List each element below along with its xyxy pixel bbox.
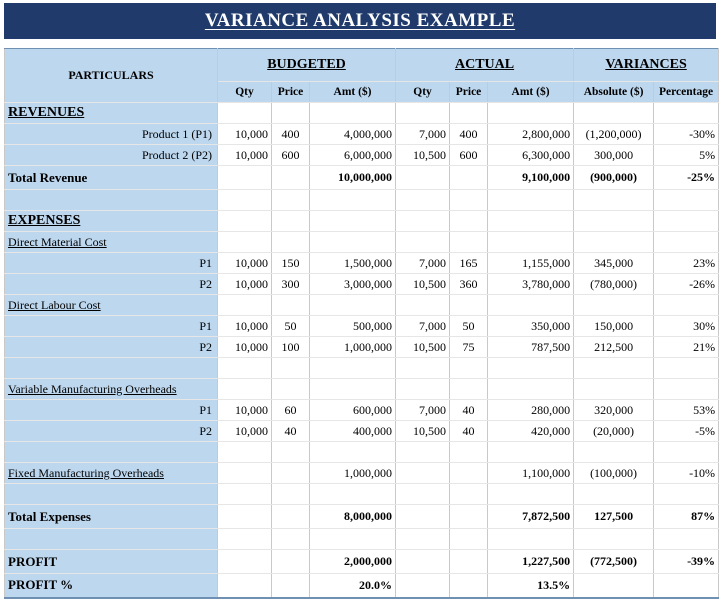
cell-actual-amt xyxy=(488,232,574,253)
cell-actual-price: 50 xyxy=(450,316,488,337)
cell-variance-percentage: 23% xyxy=(654,253,719,274)
cell-budgeted-amt xyxy=(310,232,396,253)
cell-budgeted-qty: 10,000 xyxy=(218,421,272,442)
cell-budgeted-amt xyxy=(310,190,396,211)
cell-variance-percentage xyxy=(654,295,719,316)
cell-budgeted-qty: 10,000 xyxy=(218,274,272,295)
cell-budgeted-qty xyxy=(218,232,272,253)
cell-actual-amt xyxy=(488,379,574,400)
cell-budgeted-amt xyxy=(310,484,396,505)
header-actual-price: Price xyxy=(450,82,488,103)
cell-budgeted-price: 40 xyxy=(272,421,310,442)
row-label xyxy=(5,145,218,166)
cell-actual-qty xyxy=(396,295,450,316)
cell-budgeted-amt: 3,000,000 xyxy=(310,274,396,295)
cell-budgeted-price xyxy=(272,442,310,463)
cell-actual-qty xyxy=(396,166,450,190)
cell-variance-percentage: -5% xyxy=(654,421,719,442)
cell-budgeted-amt: 2,000,000 xyxy=(310,550,396,574)
cell-actual-amt xyxy=(488,484,574,505)
row-label-text: Variable Manufacturing Overheads xyxy=(8,381,177,396)
row-label xyxy=(5,550,218,574)
cell-actual-qty xyxy=(396,232,450,253)
cell-actual-amt xyxy=(488,529,574,550)
row-label xyxy=(5,442,218,463)
table-row xyxy=(5,442,719,463)
cell-actual-qty xyxy=(396,463,450,484)
cell-budgeted-amt: 6,000,000 xyxy=(310,145,396,166)
row-label xyxy=(5,358,218,379)
table-row xyxy=(5,166,719,190)
cell-variance-percentage: 5% xyxy=(654,145,719,166)
cell-variance-percentage: -39% xyxy=(654,550,719,574)
table-row xyxy=(5,316,719,337)
header-absolute: Absolute ($) xyxy=(574,82,654,103)
cell-budgeted-amt: 400,000 xyxy=(310,421,396,442)
cell-budgeted-qty xyxy=(218,529,272,550)
cell-budgeted-qty xyxy=(218,358,272,379)
cell-budgeted-price xyxy=(272,379,310,400)
cell-actual-qty xyxy=(396,211,450,232)
cell-variance-absolute: 320,000 xyxy=(574,400,654,421)
table-row xyxy=(5,484,719,505)
table-row xyxy=(5,505,719,529)
cell-variance-percentage xyxy=(654,442,719,463)
cell-variance-absolute: 127,500 xyxy=(574,505,654,529)
cell-budgeted-price: 150 xyxy=(272,253,310,274)
row-label xyxy=(5,124,218,145)
table-row xyxy=(5,463,719,484)
cell-budgeted-amt xyxy=(310,358,396,379)
row-label xyxy=(5,484,218,505)
cell-budgeted-price xyxy=(272,103,310,124)
row-label xyxy=(5,253,218,274)
cell-variance-percentage xyxy=(654,484,719,505)
cell-budgeted-qty: 10,000 xyxy=(218,400,272,421)
row-label-text: PROFIT % xyxy=(8,577,74,593)
table-row xyxy=(5,124,719,145)
cell-budgeted-qty: 10,000 xyxy=(218,316,272,337)
row-label-text: Total Revenue xyxy=(8,169,88,185)
cell-variance-percentage xyxy=(654,379,719,400)
cell-variance-absolute: (1,200,000) xyxy=(574,124,654,145)
title-bar xyxy=(0,0,720,42)
header-actual: ACTUAL xyxy=(396,49,574,82)
row-label xyxy=(5,505,218,529)
cell-budgeted-amt: 10,000,000 xyxy=(310,166,396,190)
row-label xyxy=(5,316,218,337)
cell-variance-percentage: 87% xyxy=(654,505,719,529)
cell-actual-amt: 2,800,000 xyxy=(488,124,574,145)
cell-budgeted-amt: 8,000,000 xyxy=(310,505,396,529)
cell-variance-absolute xyxy=(574,190,654,211)
cell-actual-amt: 1,100,000 xyxy=(488,463,574,484)
cell-variance-absolute xyxy=(574,103,654,124)
cell-budgeted-amt: 600,000 xyxy=(310,400,396,421)
cell-budgeted-price xyxy=(272,190,310,211)
row-label-text: Fixed Manufacturing Overheads xyxy=(8,465,164,480)
table-row xyxy=(5,574,719,598)
cell-actual-amt xyxy=(488,211,574,232)
cell-actual-price xyxy=(450,574,488,598)
cell-variance-absolute: 212,500 xyxy=(574,337,654,358)
cell-variance-absolute xyxy=(574,529,654,550)
cell-actual-price xyxy=(450,232,488,253)
cell-actual-amt: 1,155,000 xyxy=(488,253,574,274)
cell-budgeted-amt: 20.0% xyxy=(310,574,396,598)
cell-actual-qty xyxy=(396,103,450,124)
cell-budgeted-price xyxy=(272,550,310,574)
table-row xyxy=(5,295,719,316)
cell-actual-amt: 420,000 xyxy=(488,421,574,442)
table-row xyxy=(5,103,719,124)
cell-actual-price: 75 xyxy=(450,337,488,358)
cell-actual-price xyxy=(450,505,488,529)
cell-variance-percentage xyxy=(654,529,719,550)
row-label xyxy=(5,232,218,253)
cell-budgeted-price xyxy=(272,463,310,484)
cell-actual-price xyxy=(450,190,488,211)
row-label xyxy=(5,166,218,190)
row-label xyxy=(5,463,218,484)
cell-actual-price xyxy=(450,295,488,316)
cell-budgeted-amt: 500,000 xyxy=(310,316,396,337)
row-label xyxy=(5,529,218,550)
cell-actual-price xyxy=(450,358,488,379)
cell-actual-price xyxy=(450,550,488,574)
cell-variance-percentage xyxy=(654,190,719,211)
cell-budgeted-price: 60 xyxy=(272,400,310,421)
row-label xyxy=(5,400,218,421)
cell-actual-price: 600 xyxy=(450,145,488,166)
table-row xyxy=(5,421,719,442)
cell-variance-percentage xyxy=(654,574,719,598)
cell-budgeted-amt: 4,000,000 xyxy=(310,124,396,145)
cell-actual-amt: 787,500 xyxy=(488,337,574,358)
cell-budgeted-price: 600 xyxy=(272,145,310,166)
row-label-text: Direct Labour Cost xyxy=(8,297,101,312)
cell-actual-price xyxy=(450,211,488,232)
cell-variance-percentage xyxy=(654,103,719,124)
cell-variance-absolute xyxy=(574,574,654,598)
cell-variance-absolute: (772,500) xyxy=(574,550,654,574)
cell-budgeted-price xyxy=(272,166,310,190)
table-row xyxy=(5,232,719,253)
cell-actual-amt: 13.5% xyxy=(488,574,574,598)
cell-actual-qty xyxy=(396,550,450,574)
cell-variance-percentage xyxy=(654,358,719,379)
cell-budgeted-qty xyxy=(218,379,272,400)
cell-budgeted-qty: 10,000 xyxy=(218,145,272,166)
cell-variance-percentage: 21% xyxy=(654,337,719,358)
cell-actual-price: 40 xyxy=(450,421,488,442)
cell-budgeted-price xyxy=(272,574,310,598)
cell-actual-price xyxy=(450,103,488,124)
row-label xyxy=(5,574,218,598)
cell-budgeted-qty xyxy=(218,190,272,211)
row-label-text: P2 xyxy=(199,339,212,354)
row-label xyxy=(5,274,218,295)
cell-budgeted-qty xyxy=(218,295,272,316)
cell-actual-amt: 280,000 xyxy=(488,400,574,421)
cell-actual-qty xyxy=(396,379,450,400)
cell-budgeted-amt: 1,500,000 xyxy=(310,253,396,274)
cell-budgeted-price xyxy=(272,232,310,253)
cell-budgeted-qty xyxy=(218,574,272,598)
table-row xyxy=(5,550,719,574)
row-label-text: P1 xyxy=(199,402,212,417)
cell-actual-qty: 7,000 xyxy=(396,400,450,421)
cell-actual-price xyxy=(450,379,488,400)
header-budgeted-amt: Amt ($) xyxy=(310,82,396,103)
cell-actual-qty xyxy=(396,358,450,379)
cell-variance-percentage: -25% xyxy=(654,166,719,190)
row-label xyxy=(5,295,218,316)
cell-budgeted-price: 300 xyxy=(272,274,310,295)
cell-variance-absolute: 345,000 xyxy=(574,253,654,274)
cell-budgeted-qty xyxy=(218,166,272,190)
cell-budgeted-qty xyxy=(218,463,272,484)
cell-actual-qty: 7,000 xyxy=(396,316,450,337)
cell-actual-qty xyxy=(396,484,450,505)
cell-budgeted-price: 100 xyxy=(272,337,310,358)
cell-variance-percentage xyxy=(654,232,719,253)
header-variances: VARIANCES xyxy=(574,49,719,82)
table-row xyxy=(5,400,719,421)
cell-actual-price xyxy=(450,166,488,190)
cell-variance-absolute xyxy=(574,484,654,505)
header-actual-amt: Amt ($) xyxy=(488,82,574,103)
cell-actual-amt: 350,000 xyxy=(488,316,574,337)
cell-budgeted-price: 400 xyxy=(272,124,310,145)
cell-variance-absolute: 150,000 xyxy=(574,316,654,337)
cell-variance-absolute xyxy=(574,295,654,316)
cell-actual-price: 400 xyxy=(450,124,488,145)
row-label-text: PROFIT xyxy=(8,553,58,569)
table-row xyxy=(5,379,719,400)
cell-actual-qty xyxy=(396,529,450,550)
cell-actual-qty: 7,000 xyxy=(396,253,450,274)
cell-actual-qty: 10,500 xyxy=(396,274,450,295)
table-row xyxy=(5,337,719,358)
cell-budgeted-qty: 10,000 xyxy=(218,124,272,145)
cell-budgeted-price xyxy=(272,484,310,505)
cell-actual-qty: 10,500 xyxy=(396,145,450,166)
cell-budgeted-qty: 10,000 xyxy=(218,253,272,274)
cell-actual-price xyxy=(450,442,488,463)
cell-budgeted-qty xyxy=(218,484,272,505)
cell-budgeted-qty xyxy=(218,505,272,529)
cell-budgeted-price xyxy=(272,529,310,550)
row-label-text: Direct Material Cost xyxy=(8,234,107,249)
header-budgeted: BUDGETED xyxy=(218,49,396,82)
cell-budgeted-amt xyxy=(310,103,396,124)
row-label-text: REVENUES xyxy=(8,105,85,120)
cell-actual-amt xyxy=(488,190,574,211)
cell-variance-absolute: 300,000 xyxy=(574,145,654,166)
cell-actual-price xyxy=(450,529,488,550)
cell-actual-qty: 10,500 xyxy=(396,421,450,442)
table-row xyxy=(5,211,719,232)
cell-budgeted-price xyxy=(272,211,310,232)
cell-budgeted-amt: 1,000,000 xyxy=(310,337,396,358)
cell-budgeted-amt xyxy=(310,379,396,400)
cell-budgeted-price xyxy=(272,505,310,529)
cell-variance-absolute xyxy=(574,442,654,463)
header-particulars: PARTICULARS xyxy=(5,49,218,103)
cell-actual-qty xyxy=(396,190,450,211)
row-label xyxy=(5,211,218,232)
cell-variance-percentage: -26% xyxy=(654,274,719,295)
cell-actual-amt xyxy=(488,358,574,379)
cell-variance-absolute: (20,000) xyxy=(574,421,654,442)
cell-budgeted-qty: 10,000 xyxy=(218,337,272,358)
cell-budgeted-price: 50 xyxy=(272,316,310,337)
row-label-text: Product 1 (P1) xyxy=(142,126,212,141)
cell-actual-amt: 6,300,000 xyxy=(488,145,574,166)
cell-variance-absolute xyxy=(574,379,654,400)
row-label-text: P1 xyxy=(199,255,212,270)
table-row xyxy=(5,529,719,550)
header-budgeted-qty: Qty xyxy=(218,82,272,103)
cell-actual-price: 165 xyxy=(450,253,488,274)
table-row xyxy=(5,358,719,379)
cell-actual-amt xyxy=(488,442,574,463)
cell-actual-price: 40 xyxy=(450,400,488,421)
cell-actual-qty xyxy=(396,505,450,529)
row-label xyxy=(5,421,218,442)
row-label xyxy=(5,337,218,358)
cell-actual-qty: 10,500 xyxy=(396,337,450,358)
row-label-text: Product 2 (P2) xyxy=(142,147,212,162)
row-label-text: Total Expenses xyxy=(8,508,91,524)
header-budgeted-price: Price xyxy=(272,82,310,103)
page-title: VARIANCE ANALYSIS EXAMPLE xyxy=(4,3,716,39)
cell-variance-absolute xyxy=(574,232,654,253)
table-row xyxy=(5,190,719,211)
cell-budgeted-price xyxy=(272,358,310,379)
cell-budgeted-amt xyxy=(310,442,396,463)
row-label-text: P2 xyxy=(199,276,212,291)
cell-variance-percentage: 30% xyxy=(654,316,719,337)
cell-actual-price xyxy=(450,463,488,484)
cell-variance-absolute xyxy=(574,358,654,379)
table-row xyxy=(5,253,719,274)
table-row xyxy=(5,145,719,166)
cell-variance-absolute xyxy=(574,211,654,232)
cell-budgeted-qty xyxy=(218,103,272,124)
cell-actual-price xyxy=(450,484,488,505)
cell-actual-amt xyxy=(488,295,574,316)
row-label xyxy=(5,379,218,400)
row-label-text: P2 xyxy=(199,423,212,438)
cell-variance-absolute: (900,000) xyxy=(574,166,654,190)
cell-budgeted-qty xyxy=(218,442,272,463)
row-label-text: P1 xyxy=(199,318,212,333)
cell-variance-percentage: -10% xyxy=(654,463,719,484)
header-actual-qty: Qty xyxy=(396,82,450,103)
cell-budgeted-qty xyxy=(218,211,272,232)
cell-actual-amt: 7,872,500 xyxy=(488,505,574,529)
cell-budgeted-amt xyxy=(310,211,396,232)
cell-actual-amt: 3,780,000 xyxy=(488,274,574,295)
cell-budgeted-amt: 1,000,000 xyxy=(310,463,396,484)
cell-actual-amt: 9,100,000 xyxy=(488,166,574,190)
row-label-text: EXPENSES xyxy=(8,213,81,228)
cell-actual-qty xyxy=(396,442,450,463)
variance-table xyxy=(4,48,719,599)
cell-actual-qty: 7,000 xyxy=(396,124,450,145)
cell-actual-qty xyxy=(396,574,450,598)
cell-actual-amt: 1,227,500 xyxy=(488,550,574,574)
header-percentage: Percentage xyxy=(654,82,719,103)
cell-budgeted-amt xyxy=(310,529,396,550)
cell-budgeted-price xyxy=(272,295,310,316)
row-label xyxy=(5,103,218,124)
cell-budgeted-qty xyxy=(218,550,272,574)
cell-variance-percentage xyxy=(654,211,719,232)
cell-budgeted-amt xyxy=(310,295,396,316)
row-label xyxy=(5,190,218,211)
cell-variance-percentage: -30% xyxy=(654,124,719,145)
cell-variance-absolute: (100,000) xyxy=(574,463,654,484)
cell-actual-price: 360 xyxy=(450,274,488,295)
cell-actual-amt xyxy=(488,103,574,124)
cell-variance-percentage: 53% xyxy=(654,400,719,421)
cell-variance-absolute: (780,000) xyxy=(574,274,654,295)
table-row xyxy=(5,274,719,295)
